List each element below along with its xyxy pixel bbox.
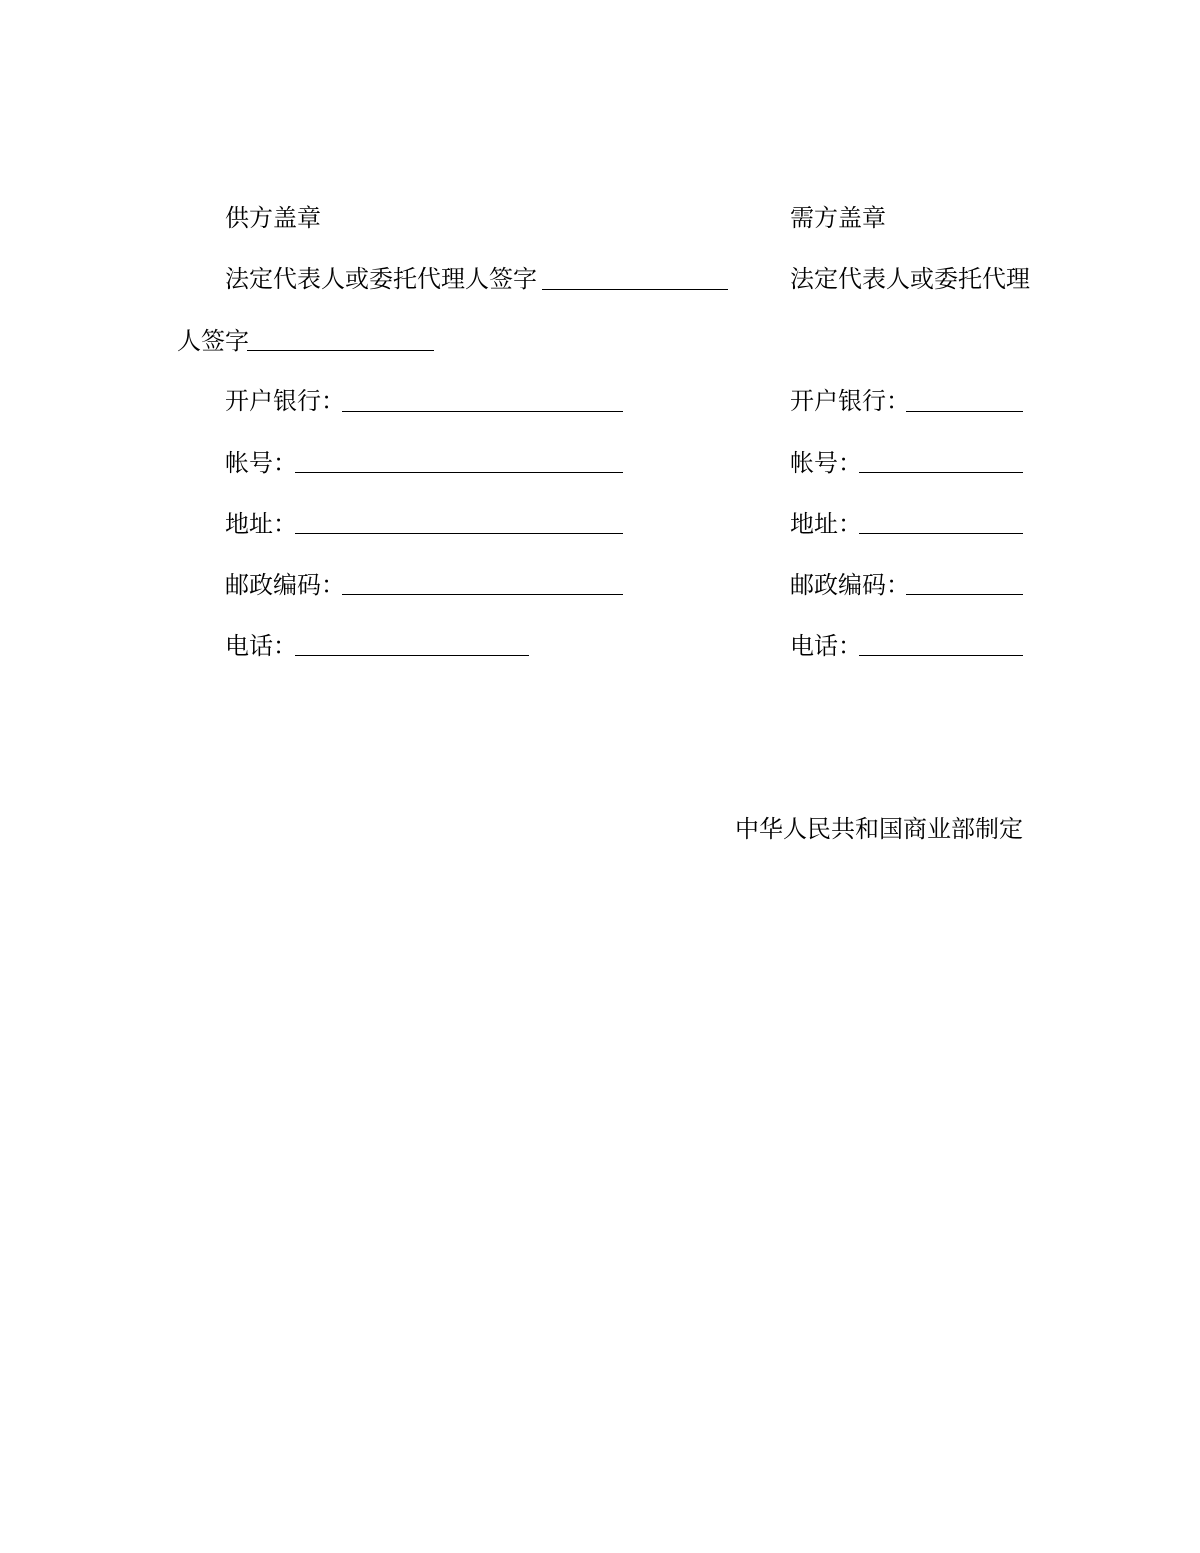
- buyer-postal-field[interactable]: [906, 594, 1023, 595]
- buyer-account-label: 帐号：: [790, 449, 862, 477]
- supplier-phone-field[interactable]: [295, 655, 529, 656]
- buyer-phone-label: 电话：: [790, 632, 862, 660]
- buyer-bank-field[interactable]: [906, 411, 1023, 412]
- supplier-postal-label: 邮政编码：: [225, 571, 345, 599]
- supplier-account-label: 帐号：: [225, 449, 297, 477]
- buyer-address-field[interactable]: [859, 533, 1023, 534]
- supplier-account-field[interactable]: [295, 472, 623, 473]
- buyer-phone-field[interactable]: [859, 655, 1023, 656]
- supplier-signature-field-a[interactable]: [542, 289, 728, 290]
- supplier-signature-label-continued: 人签字: [177, 327, 249, 355]
- issuer-footer: 中华人民共和国商业部制定: [735, 815, 1023, 843]
- supplier-bank-field[interactable]: [342, 411, 623, 412]
- buyer-seal-label: 需方盖章: [790, 204, 886, 232]
- supplier-bank-label: 开户银行：: [225, 387, 345, 415]
- buyer-signature-label: 法定代表人或委托代理: [790, 265, 1030, 293]
- supplier-address-field[interactable]: [295, 533, 623, 534]
- buyer-address-label: 地址：: [790, 510, 862, 538]
- supplier-postal-field[interactable]: [342, 594, 623, 595]
- supplier-phone-label: 电话：: [225, 632, 297, 660]
- supplier-signature-field-b[interactable]: [247, 350, 434, 351]
- buyer-bank-label: 开户银行：: [790, 387, 910, 415]
- supplier-address-label: 地址：: [225, 510, 297, 538]
- supplier-seal-label: 供方盖章: [225, 204, 321, 232]
- buyer-account-field[interactable]: [859, 472, 1023, 473]
- supplier-signature-label: 法定代表人或委托代理人签字: [225, 265, 537, 293]
- buyer-postal-label: 邮政编码：: [790, 571, 910, 599]
